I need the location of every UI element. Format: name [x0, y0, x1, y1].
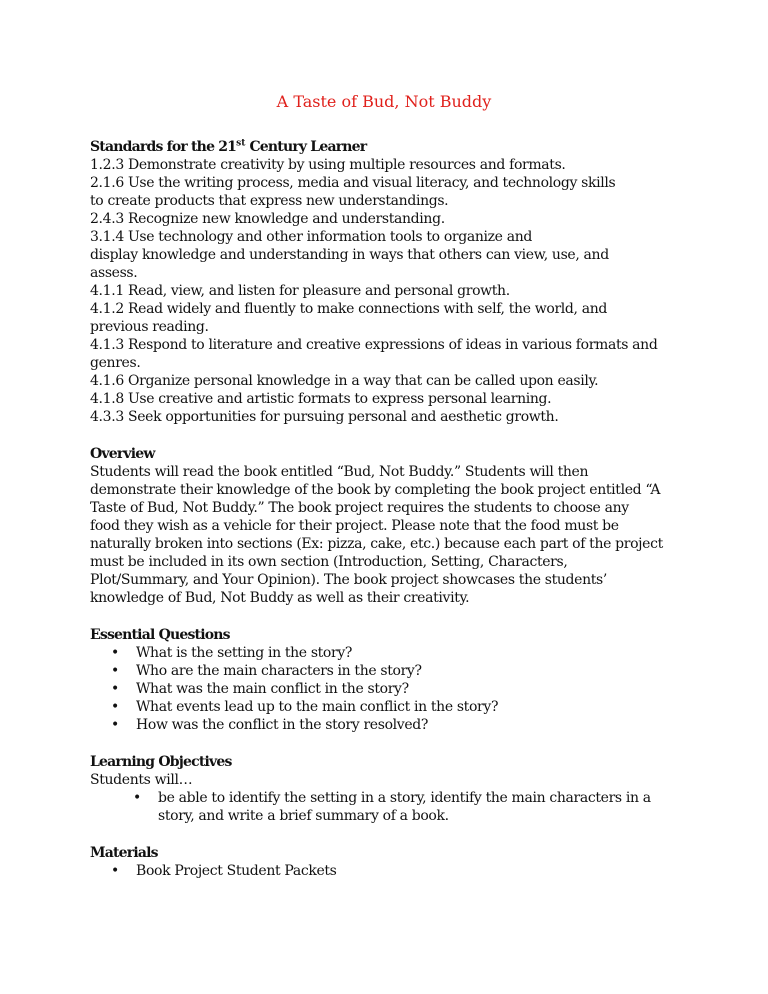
- overview-heading: Overview: [90, 446, 155, 462]
- standards-line: 4.1.3 Respond to literature and creative expressions of ideas in various formats and: [90, 337, 658, 353]
- overview-line: Students will read the book entitled “Bud, Not Buddy.” Students will then: [90, 464, 589, 480]
- learning-objectives-intro: Students will…: [90, 772, 193, 788]
- list-item: • Who are the main characters in the story?: [111, 662, 690, 680]
- list-item: [133, 789, 690, 825]
- document-page: [90, 92, 690, 899]
- list-item: • What was the main conflict in the story?: [111, 680, 690, 698]
- standards-heading: [90, 138, 690, 156]
- overview-line: knowledge of Bud, Not Buddy as well as their creativity.: [90, 590, 470, 606]
- standards-heading-text-end: Century Learner: [245, 139, 367, 155]
- list-item: • What is the setting in the story?: [111, 644, 690, 662]
- standards-line: to create products that express new understandings.: [90, 193, 449, 209]
- list-item: • What events lead up to the main conflict in the story?: [111, 698, 690, 716]
- overview-line: demonstrate their knowledge of the book by completing the book project entitled “A: [90, 482, 661, 498]
- standards-line: assess.: [90, 265, 138, 281]
- essential-questions-heading: Essential Questions: [90, 627, 230, 643]
- list-item: • Book Project Student Packets: [111, 862, 690, 880]
- overview-line: must be included in its own section (Introduction, Setting, Characters,: [90, 554, 568, 570]
- standards-heading-text: Standards for the 21: [90, 139, 237, 155]
- learning-objectives-heading: Learning Objectives: [90, 754, 232, 770]
- list-item-line: • be able to identify the setting in a story, identify the main characters in a: [158, 790, 651, 806]
- materials-section: [90, 844, 690, 880]
- standards-line: 2.1.6 Use the writing process, media and visual literacy, and technology skills: [90, 175, 616, 191]
- essential-questions-list: [90, 644, 690, 734]
- overview-line: naturally broken into sections (Ex: pizza, cake, etc.) because each part of the project: [90, 536, 663, 552]
- standards-line: 2.4.3 Recognize new knowledge and understanding.: [90, 211, 445, 227]
- overview-line: Plot/Summary, and Your Opinion). The book project showcases the students’: [90, 572, 607, 588]
- list-item: • How was the conflict in the story resolved?: [111, 716, 690, 734]
- standards-line: previous reading.: [90, 319, 209, 335]
- document-title: A Taste of Bud, Not Buddy: [276, 92, 492, 111]
- standards-line: 4.1.2 Read widely and fluently to make connections with self, the world, and: [90, 301, 608, 317]
- standards-line: 4.1.6 Organize personal knowledge in a way that can be called upon easily.: [90, 373, 599, 389]
- standards-section: [90, 138, 690, 426]
- standards-line: 1.2.3 Demonstrate creativity by using multiple resources and formats.: [90, 157, 566, 173]
- standards-line: 4.3.3 Seek opportunities for pursuing personal and aesthetic growth.: [90, 409, 559, 425]
- standards-line: 4.1.1 Read, view, and listen for pleasure and personal growth.: [90, 283, 510, 299]
- standards-line: 3.1.4 Use technology and other information tools to organize and: [90, 229, 532, 245]
- standards-heading-superscript: st: [236, 138, 246, 149]
- overview-line: food they wish as a vehicle for their project. Please note that the food must be: [90, 518, 619, 534]
- learning-objectives-section: [90, 753, 690, 825]
- overview-section: [90, 445, 690, 607]
- materials-heading: Materials: [90, 845, 158, 861]
- standards-line: display knowledge and understanding in ways that others can view, use, and: [90, 247, 609, 263]
- standards-line: 4.1.8 Use creative and artistic formats to express personal learning.: [90, 391, 552, 407]
- standards-line: genres.: [90, 355, 141, 371]
- overview-line: Taste of Bud, Not Buddy.” The book project requires the students to choose any: [90, 500, 629, 516]
- learning-objectives-list: [90, 789, 690, 825]
- materials-list: [90, 862, 690, 880]
- list-item-line: story, and write a brief summary of a book.: [158, 808, 449, 824]
- essential-questions-section: [90, 626, 690, 734]
